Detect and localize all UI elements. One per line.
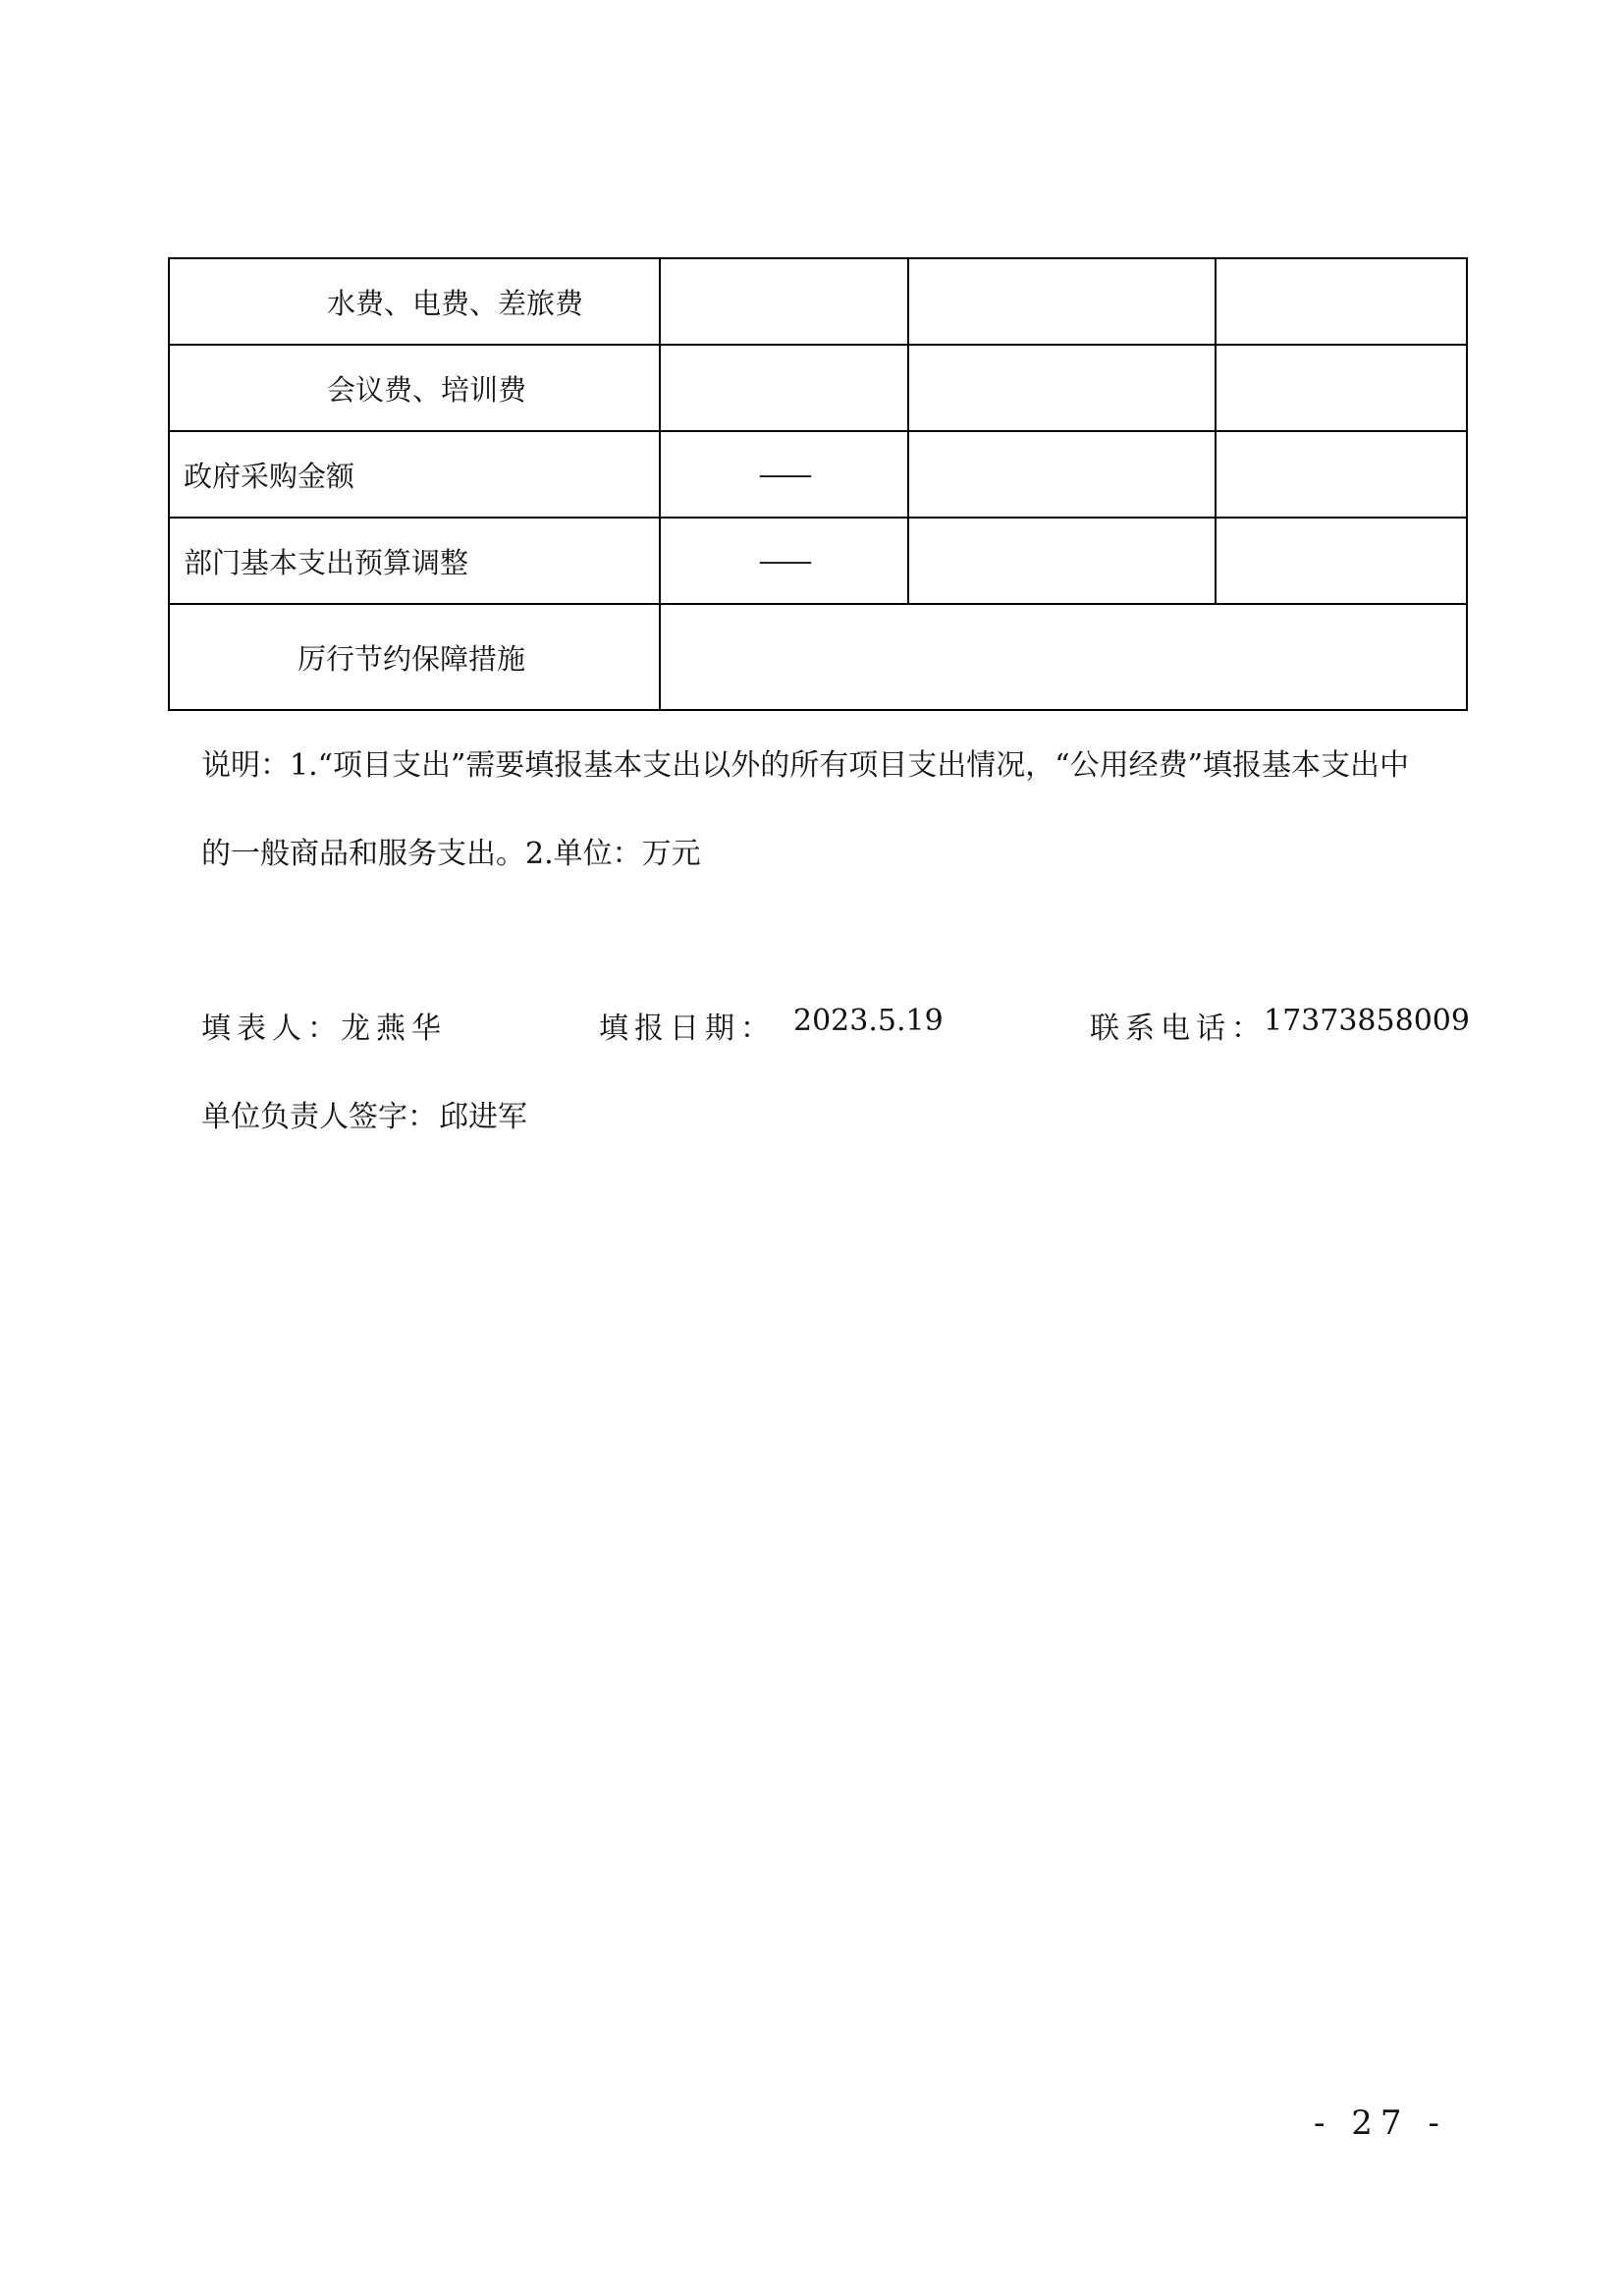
table-row (169, 518, 1467, 604)
table-cell (908, 431, 1216, 518)
phone-value: 17373858009 (1264, 1004, 1470, 1038)
date-label: 填报日期： (599, 1011, 776, 1046)
row-label: 部门基本支出预算调整 (169, 518, 660, 604)
table-cell (908, 518, 1216, 604)
table-cell (908, 258, 1216, 345)
row-label: 政府采购金额 (169, 431, 660, 518)
row-label: 水费、电费、差旅费 (169, 258, 660, 345)
note-line-2: 的一般商品和服务支出。2.单位：万元 (201, 837, 701, 871)
row-label: 厉行节约保障措施 (169, 604, 660, 710)
note-line-1: 说明：1.“项目支出”需要填报基本支出以外的所有项目支出情况，“公用经费”填报基本支出中 (201, 748, 1409, 783)
measures-cell (660, 604, 1467, 710)
table-row (169, 345, 1467, 431)
date-value: 2023.5.19 (793, 1004, 944, 1038)
phone-label: 联系电话： (1090, 1011, 1267, 1046)
table-cell (1216, 431, 1467, 518)
filler-label: 填表人： (201, 1011, 343, 1046)
table-cell (1216, 345, 1467, 431)
table-cell (1216, 258, 1467, 345)
budget-table (168, 257, 1468, 711)
table-cell-dash: —— (660, 518, 908, 604)
responsible-label: 单位负责人签字： (201, 1100, 437, 1134)
table-cell (1216, 518, 1467, 604)
table-cell-dash: —— (660, 431, 908, 518)
table-row (169, 258, 1467, 345)
filler-name: 龙燕华 (341, 1011, 447, 1046)
table-cell (908, 345, 1216, 431)
table-cell (660, 258, 908, 345)
row-label: 会议费、培训费 (169, 345, 660, 431)
page-number: - 27 - (1314, 2104, 1447, 2143)
table-row (169, 431, 1467, 518)
table-row (169, 604, 1467, 710)
responsible-name: 邱进军 (439, 1100, 527, 1134)
table-cell (660, 345, 908, 431)
